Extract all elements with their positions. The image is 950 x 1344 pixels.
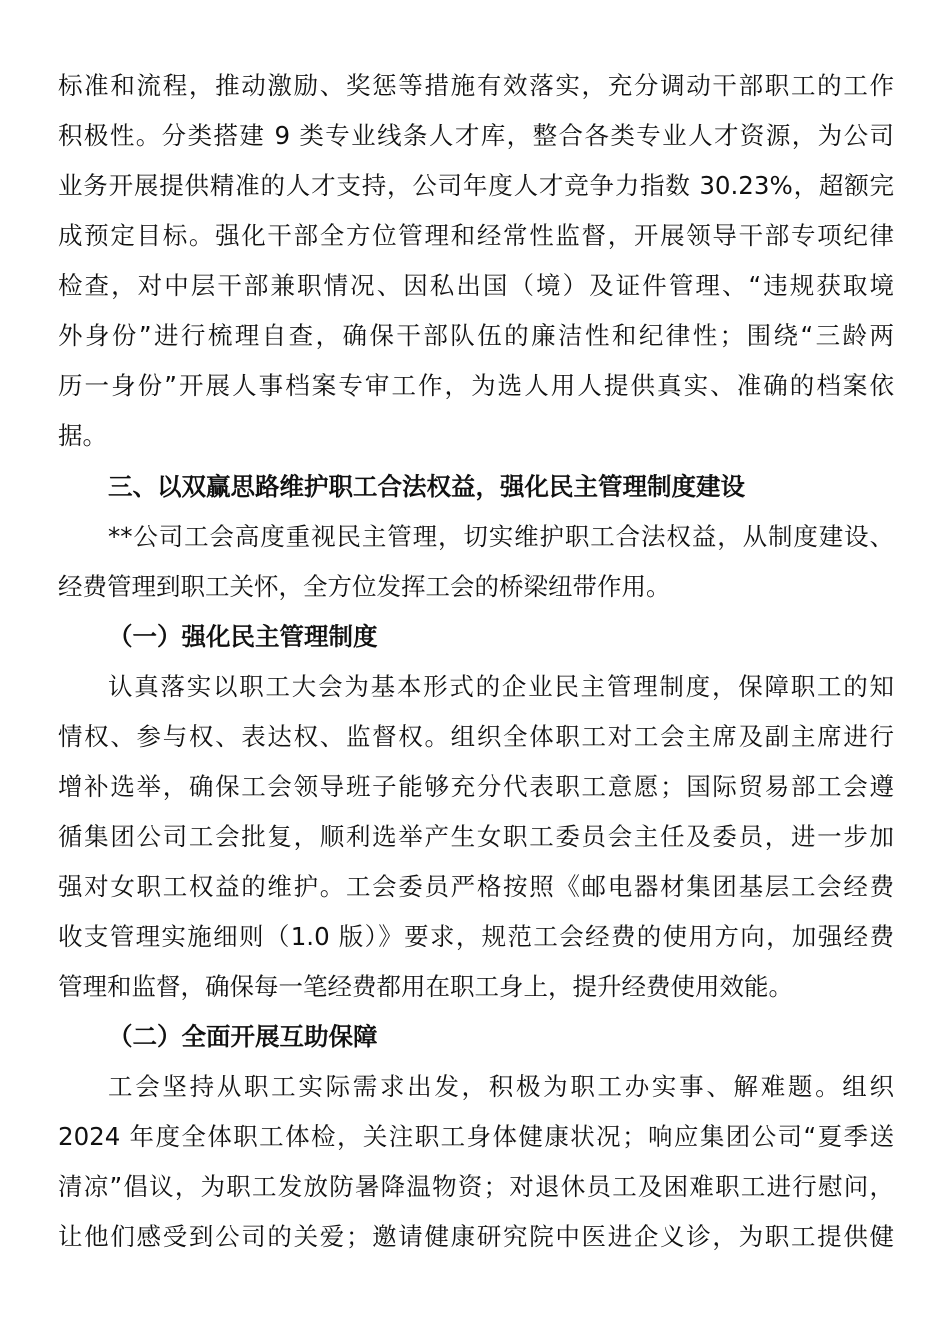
paragraph-line: 标准和流程，推动激励、奖惩等措施有效落实，充分调动干部职工的工作 xyxy=(58,71,894,100)
paragraph-line: 工会坚持从职工实际需求出发，积极为职工办实事、解难题。组织 xyxy=(108,1072,894,1101)
paragraph-line: 历一身份”开展人事档案专审工作，为选人用人提供真实、准确的档案依 xyxy=(58,371,894,400)
paragraph-line: 经费管理到职工关怀，全方位发挥工会的桥梁纽带作用。 xyxy=(58,572,671,601)
paragraph-line: 收支管理实施细则（1.0 版）》要求，规范工会经费的使用方向，加强经费 xyxy=(58,922,894,951)
paragraph-line: 据。 xyxy=(58,421,107,450)
paragraph-line: **公司工会高度重视民主管理，切实维护职工合法权益，从制度建设、 xyxy=(108,522,894,551)
paragraph-line: 外身份”进行梳理自查，确保干部队伍的廉洁性和纪律性；围绕“三龄两 xyxy=(58,321,894,350)
paragraph-line: 成预定目标。强化干部全方位管理和经常性监督，开展领导干部专项纪律 xyxy=(58,221,894,250)
paragraph-line: 检查，对中层干部兼职情况、因私出国（境）及证件管理、“违规获取境 xyxy=(58,271,894,300)
paragraph-line: 认真落实以职工大会为基本形式的企业民主管理制度，保障职工的知 xyxy=(108,672,894,701)
paragraph-line: 强对女职工权益的维护。工会委员严格按照《邮电器材集团基层工会经费 xyxy=(58,872,894,901)
section-heading: 三、以双赢思路维护职工合法权益，强化民主管理制度建设 xyxy=(108,472,745,501)
paragraph-line: 循集团公司工会批复，顺利选举产生女职工委员会主任及委员，进一步加 xyxy=(58,822,894,851)
paragraph-line: 让他们感受到公司的关爱；邀请健康研究院中医进企义诊，为职工提供健 xyxy=(58,1222,894,1251)
subsection-heading: （一）强化民主管理制度 xyxy=(108,622,378,651)
paragraph-line: 管理和监督，确保每一笔经费都用在职工身上，提升经费使用效能。 xyxy=(58,972,793,1001)
subsection-heading: （二）全面开展互助保障 xyxy=(108,1022,378,1051)
paragraph-line: 情权、参与权、表达权、监督权。组织全体职工对工会主席及副主席进行 xyxy=(58,722,894,751)
paragraph-line: 业务开展提供精准的人才支持，公司年度人才竞争力指数 30.23%，超额完 xyxy=(58,171,894,200)
paragraph-line: 增补选举，确保工会领导班子能够充分代表职工意愿；国际贸易部工会遵 xyxy=(58,772,894,801)
paragraph-line: 清凉”倡议，为职工发放防暑降温物资；对退休员工及困难职工进行慰问， xyxy=(58,1172,894,1201)
paragraph-line: 积极性。分类搭建 9 类专业线条人才库，整合各类专业人才资源，为公司 xyxy=(58,121,894,150)
paragraph-line: 2024 年度全体职工体检，关注职工身体健康状况；响应集团公司“夏季送 xyxy=(58,1122,894,1151)
